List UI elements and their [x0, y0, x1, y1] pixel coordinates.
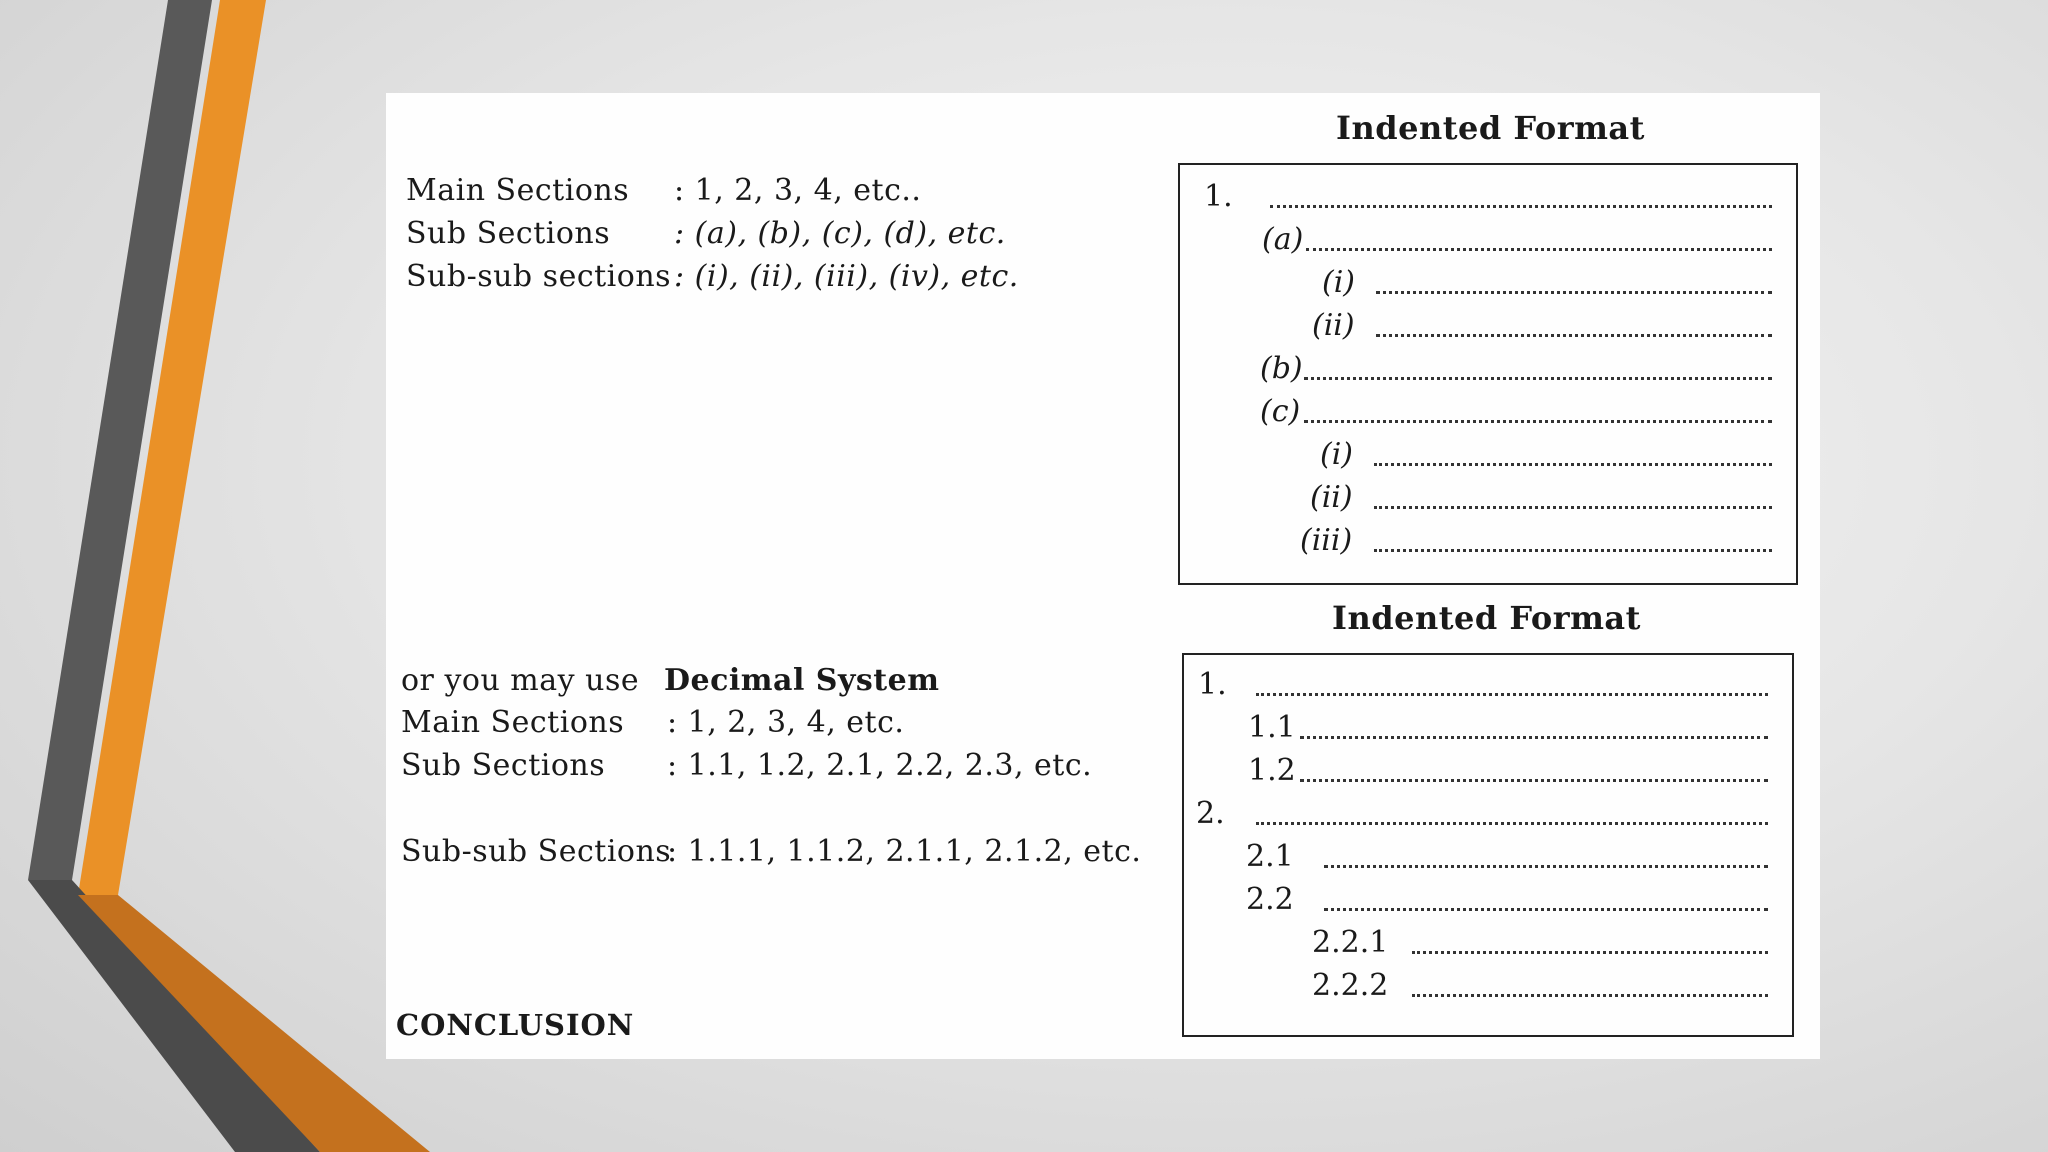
dotted-leader [1256, 693, 1768, 696]
decimal-label-subsub: Sub-sub Sections [401, 834, 672, 869]
outline-row [1180, 351, 1796, 391]
outline-number: 2.2.1 [1312, 925, 1389, 960]
decimal-intro-bold: Decimal System [664, 663, 940, 698]
box1-title: Indented Format [1336, 109, 1645, 147]
scheme-label-subsub: Sub-sub sections [406, 259, 672, 294]
outline-row [1180, 308, 1796, 348]
outline-row [1184, 925, 1792, 965]
outline-number: (c) [1260, 394, 1301, 429]
outline-row [1184, 710, 1792, 750]
outline-number: (ii) [1310, 480, 1353, 515]
dotted-leader [1270, 205, 1772, 208]
scheme-value-main: : 1, 2, 3, 4, etc.. [674, 173, 922, 208]
conclusion-heading: CONCLUSION [396, 1008, 635, 1042]
outline-number: 2.2.2 [1312, 968, 1389, 1003]
scheme-label-main: Main Sections [406, 173, 630, 208]
indented-format-box [1178, 163, 1798, 585]
outline-row [1180, 437, 1796, 477]
outline-number: 2.2 [1246, 882, 1294, 917]
outline-number: (iii) [1300, 523, 1353, 558]
scheme-label-sub: Sub Sections [406, 216, 611, 251]
outline-row [1184, 753, 1792, 793]
decimal-value-main: : 1, 2, 3, 4, etc. [667, 705, 905, 740]
outline-number: (i) [1322, 265, 1356, 300]
dotted-leader [1376, 334, 1772, 337]
scheme-value-sub: : (a), (b), (c), (d), etc. [674, 216, 1006, 251]
outline-row [1180, 523, 1796, 563]
outline-row [1180, 394, 1796, 434]
dotted-leader [1324, 865, 1768, 868]
outline-row [1180, 265, 1796, 305]
dotted-leader [1300, 779, 1768, 782]
outline-row [1180, 222, 1796, 262]
dotted-leader [1374, 506, 1772, 509]
outline-number: 2. [1196, 796, 1225, 831]
dotted-leader [1374, 463, 1772, 466]
dotted-leader [1412, 994, 1768, 997]
box2-title: Indented Format [1332, 599, 1641, 637]
outline-number: (i) [1320, 437, 1354, 472]
dotted-leader [1304, 377, 1772, 380]
decimal-value-subsub: : 1.1.1, 1.1.2, 2.1.1, 2.1.2, etc. [667, 834, 1142, 869]
dotted-leader [1374, 549, 1772, 552]
outline-number: 1. [1198, 667, 1227, 702]
outline-number: 1. [1204, 179, 1233, 214]
outline-row [1180, 179, 1796, 219]
outline-number: 1.2 [1248, 753, 1296, 788]
outline-number: (a) [1262, 222, 1304, 257]
dotted-leader [1324, 908, 1768, 911]
outline-number: 2.1 [1246, 839, 1294, 874]
scheme-value-subsub: : (i), (ii), (iii), (iv), etc. [674, 259, 1019, 294]
dotted-leader [1376, 291, 1772, 294]
decimal-label-sub: Sub Sections [401, 748, 606, 783]
decimal-format-box [1182, 653, 1794, 1037]
outline-row [1184, 796, 1792, 836]
outline-row [1184, 968, 1792, 1008]
dotted-leader [1306, 248, 1772, 251]
outline-row [1184, 667, 1792, 707]
dotted-leader [1304, 420, 1772, 423]
outline-number: (ii) [1312, 308, 1355, 343]
decimal-value-sub: : 1.1, 1.2, 2.1, 2.2, 2.3, etc. [667, 748, 1093, 783]
outline-number: (b) [1260, 351, 1303, 386]
outline-row [1184, 839, 1792, 879]
outline-row [1184, 882, 1792, 922]
decimal-intro-prefix: or you may use [401, 663, 640, 698]
dotted-leader [1256, 822, 1768, 825]
dotted-leader [1300, 736, 1768, 739]
dotted-leader [1412, 951, 1768, 954]
document-page [386, 93, 1820, 1059]
outline-row [1180, 480, 1796, 520]
outline-number: 1.1 [1248, 710, 1296, 745]
decimal-label-main: Main Sections [401, 705, 625, 740]
